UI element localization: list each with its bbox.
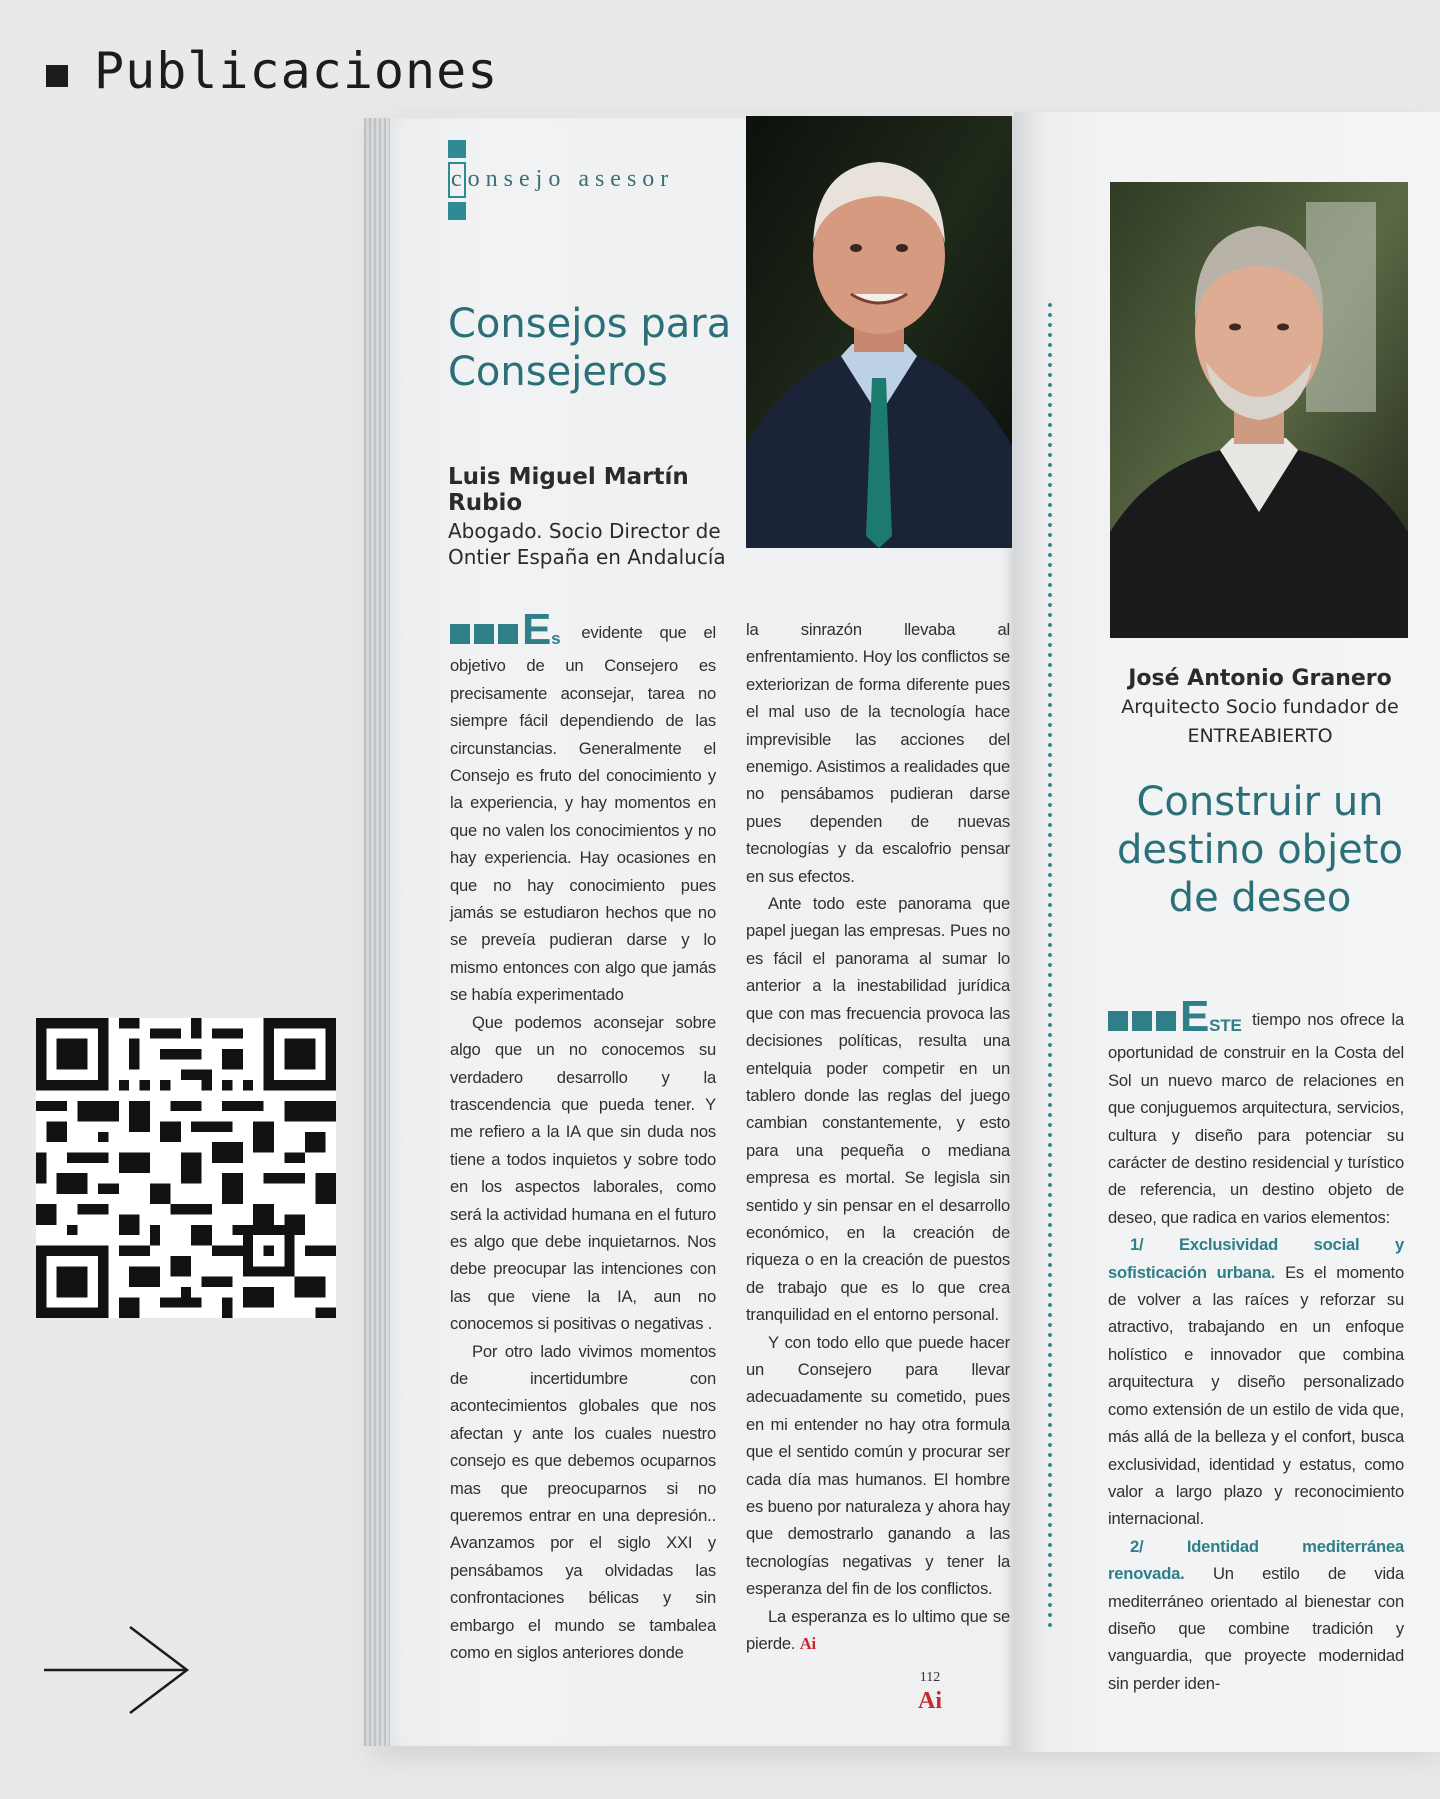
left-article-headline: Consejos para Consejeros: [448, 301, 732, 395]
paragraph: la sinrazón llevaba al enfrentamiento. Hoy los conflictos se exteriorizan de forma diferente pues el mal uso de la tecnología hace imprevisible las acciones del enemigo. Asistimos a realidades que no pensábamos pudieran darse pues dependen de nuevas tecnologías y da escalofrio pensar en sus efectos.: [746, 620, 1010, 886]
right-article-column: [1108, 992, 1404, 1693]
right-article-headline: Construir un destino objeto de deseo: [1117, 779, 1403, 921]
page-title: Publicaciones: [94, 42, 499, 100]
left-article-author: [448, 464, 728, 570]
right-article-author: [1110, 666, 1410, 748]
page-header: [46, 42, 498, 100]
section-tag: [448, 140, 688, 224]
paragraph: Por otro lado vivimos momentos de incertidumbre con acontecimientos globales que nos afectan y ante los cuales nuestro consejo es que debemos ocuparnos mas que preocuparnos si no queremos entrar en una depresión.. Avanzamos por el siglo XXI y pensábamos ya olvidadas las confrontaciones bélicas y sin embargo el mundo se tambalea como en siglos anteriores donde: [450, 1341, 716, 1663]
paragraph: evidente que el objetivo de un Consejero es precisamente aconsejar, tarea no siempre fácil dependiendo de las circunstancias. Generalmente el Consejo es fruto del conocimiento y la experiencia, y hay momentos en que no valen los conocimientos y no hay experiencia. Hay ocasiones en que no hay conocimiento pues jamás se estudiaron hechos que no se preveía pudieran darse y lo mismo entonces con algo que jamás se había experimentado: [450, 623, 716, 1005]
paragraph: Un estilo de vida mediterráneo orientado al bienestar con diseño que combine tradición y vanguardia, que proyecte modernidad sin perder iden-: [1108, 1564, 1404, 1693]
end-mark-logo: Ai: [799, 1634, 816, 1654]
author-photo-right: [1110, 182, 1408, 638]
dropcap: Es: [450, 615, 560, 652]
left-article-column-1: [450, 605, 716, 1663]
paragraph: Es el momento de volver a las raíces y reforzar su atractivo, trabajando en un enfoque holístico e innovador que combina arquitectura y diseño personalizado como extensión de un estilo de vida que, más allá de la belleza y el confort, busca exclusividad, identidad y estatus, como valor a largo plazo y reconocimiento internacional.: [1108, 1262, 1404, 1529]
arrow-right-icon[interactable]: [42, 1625, 192, 1715]
dropcap: ESTE: [1108, 1002, 1242, 1039]
paragraph: Que podemos aconsejar sobre algo que un no conocemos su verdadero desarrollo y la trascendencia que pueda tener. Y me refiero a la IA que sin duda nos tiene a todos inquietos y sobre todo en los aspectos laborales, como será la actividad humana en el futuro es algo que debe inquietarnos. Nos debe preocupar las intenciones con las que viene la IA, aun no conocemos si positivas o negativas .: [450, 1012, 716, 1334]
page-number: 112: [919, 1670, 941, 1685]
point-title: 1/ Exclusividad social y sofisticación urbana.: [1108, 1235, 1404, 1282]
author-company: ENTREABIERTO: [1187, 724, 1333, 747]
left-article-column-2: [746, 616, 1010, 1654]
paragraph: tiempo nos ofrece la oportunidad de construir en la Costa del Sol un nuevo marco de relaciones en que conjuguemos arquitectura, servicios, cultura y diseño para potenciar su carácter de destino residencial y turístico de referencia, un destino objeto de deseo, que radica en varios elementos:: [1108, 1010, 1404, 1227]
paragraph: Y con todo ello que puede hacer un Consejero para llevar adecuadamente su cometido, pues en mi entender no hay otra formula que el sentido común y procurar ser cada día mas humanos. El hombre es bueno por naturaleza y ahora hay que demostrarlo ganando a las tecnologías negativas y tener la esperanza del fin de los conflictos.: [746, 1332, 1010, 1599]
qr-code[interactable]: [36, 1018, 336, 1318]
paragraph: Ante todo este panorama que papel juegan las empresas. Pues no es fácil el panorama al sumar lo anterior a la inestabilidad jurídica que con mas frecuencia provoca las decisiones políticas, resulta una entelquia poder competir en un tablero donde las reglas del juego cambian constantemente, y esto para una pequeña o mediana empresa es mortal. Se legisla sin sentido y sin pensar en el desarrollo económico, en la creación de riqueza o en la creación de puestos de trabajo que es lo que crea tranquilidad en el entorno personal.: [746, 894, 1010, 1325]
author-photo-left: [746, 116, 1012, 548]
page-folio: [900, 1670, 960, 1715]
magazine-logo: Ai: [918, 1688, 942, 1714]
author-name: Luis Miguel Martín Rubio: [448, 464, 689, 516]
paragraph: La esperanza es lo ultimo que se pierde.: [746, 1606, 1010, 1654]
point-title: 2/ Identidad mediterránea renovada.: [1108, 1536, 1404, 1584]
section-tag-label: consejo asesor: [451, 166, 675, 192]
author-role: Arquitecto Socio fundador de: [1121, 696, 1399, 718]
dotted-divider: [1048, 300, 1052, 1630]
bullet-square-icon: [46, 65, 68, 87]
author-role: Abogado. Socio Director de Ontier España en Andalucía: [448, 519, 726, 569]
author-name: José Antonio Granero: [1128, 666, 1392, 691]
